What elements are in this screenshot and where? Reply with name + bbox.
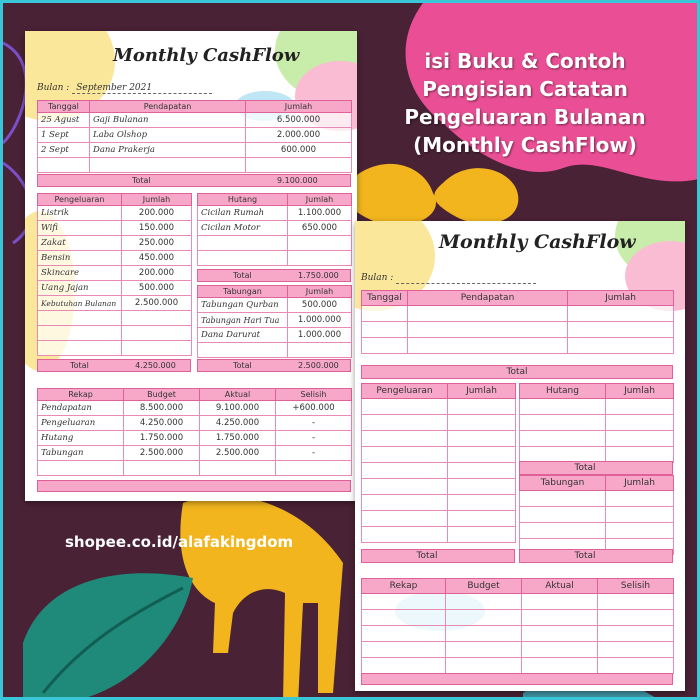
expense-name: Wifi <box>38 221 122 236</box>
table-row <box>362 594 674 610</box>
recap-category: Pendapatan <box>38 401 124 416</box>
savings-header-amount: Jumlah <box>288 286 352 298</box>
income-total-label: Total <box>131 176 151 185</box>
promo-headline <box>391 47 659 159</box>
recap-header-actual: Aktual <box>200 389 276 401</box>
expense-amount: 200.000 <box>122 206 192 221</box>
table-row <box>38 128 352 143</box>
recap-category: Pengeluaran <box>38 416 124 431</box>
debt-table <box>519 383 674 463</box>
table-row <box>520 523 674 539</box>
table-row <box>362 306 674 322</box>
recap-actual: 1.750.000 <box>200 431 276 446</box>
recap-difference: - <box>276 416 352 431</box>
table-row <box>38 326 192 341</box>
income-header-income: Pendapatan <box>90 101 246 113</box>
income-source: Gaji Bulanan <box>90 113 246 128</box>
recap-header-difference: Selisih <box>276 389 352 401</box>
recap-header-category: Rekap <box>38 389 124 401</box>
table-row <box>362 511 516 527</box>
savings-amount: 1.000.000 <box>288 313 352 328</box>
recap-category: Tabungan <box>38 446 124 461</box>
table-row <box>38 221 192 236</box>
recap-difference: - <box>276 446 352 461</box>
savings-table <box>197 285 352 358</box>
table-row <box>362 610 674 626</box>
sheet-title: Monthly CashFlow <box>113 45 300 66</box>
table-row <box>362 658 674 674</box>
expense-header-name: Pengeluaran <box>38 194 122 206</box>
table-row <box>362 479 516 495</box>
debt-name: Cicilan Motor <box>198 221 288 236</box>
expense-header-amount: Jumlah <box>122 194 192 206</box>
recap-header-actual: Aktual <box>522 579 598 594</box>
expense-name: Bensin <box>38 251 122 266</box>
income-table <box>37 100 352 173</box>
table-row <box>38 416 352 431</box>
debt-header-amount: Jumlah <box>606 384 674 399</box>
recap-budget: 4.250.000 <box>124 416 200 431</box>
month-value <box>396 273 536 284</box>
savings-name: Dana Darurat <box>198 328 288 343</box>
recap-header-difference: Selisih <box>598 579 674 594</box>
income-amount: 6.500.000 <box>246 113 352 128</box>
recap-budget: 2.500.000 <box>124 446 200 461</box>
recap-category: Hutang <box>38 431 124 446</box>
savings-amount: 1.000.000 <box>288 328 352 343</box>
table-row <box>198 221 352 236</box>
table-row <box>520 507 674 523</box>
income-header-amount: Jumlah <box>246 101 352 113</box>
table-row <box>362 626 674 642</box>
expense-name: Kebutuhan Bulanan <box>38 296 122 311</box>
yellow-splash-mid <box>434 168 518 223</box>
blank-sheet <box>355 221 685 691</box>
table-row <box>362 642 674 658</box>
yellow-drips <box>180 496 343 700</box>
expense-name: Skincare <box>38 266 122 281</box>
recap-difference: +600.000 <box>276 401 352 416</box>
table-row <box>198 298 352 313</box>
recap-table <box>361 578 674 674</box>
debt-total-bar <box>519 461 673 475</box>
recap-header-budget: Budget <box>124 389 200 401</box>
recap-header-budget: Budget <box>446 579 522 594</box>
table-row <box>198 343 352 358</box>
recap-actual: 4.250.000 <box>200 416 276 431</box>
income-table <box>361 290 674 354</box>
income-total-value: 9.100.000 <box>276 176 318 185</box>
income-date: 25 Agust <box>38 113 90 128</box>
table-row <box>198 251 352 266</box>
month-row <box>361 273 536 284</box>
expense-table <box>361 383 516 543</box>
income-total-bar <box>361 365 673 379</box>
table-row <box>38 236 192 251</box>
table-row <box>198 206 352 221</box>
expense-amount: 500.000 <box>122 281 192 296</box>
table-row <box>38 281 192 296</box>
debt-name: Cicilan Rumah <box>198 206 288 221</box>
expense-amount: 150.000 <box>122 221 192 236</box>
debt-header-name: Hutang <box>198 194 288 206</box>
income-date: 1 Sept <box>38 128 90 143</box>
recap-bottom-bar <box>361 673 673 685</box>
debt-amount: 1.100.000 <box>288 206 352 221</box>
income-amount: 600.000 <box>246 143 352 158</box>
sheet-title: Monthly CashFlow <box>439 231 636 253</box>
shop-url[interactable]: shopee.co.id/alafakingdom <box>65 533 294 551</box>
table-row <box>38 401 352 416</box>
savings-header-name: Tabungan <box>520 476 606 491</box>
table-row <box>362 527 516 543</box>
expense-total-label: Total <box>416 551 438 561</box>
income-header-date: Tanggal <box>38 101 90 113</box>
savings-total-label: Total <box>233 361 252 370</box>
income-header-date: Tanggal <box>362 291 408 306</box>
table-row <box>362 463 516 479</box>
recap-budget: 1.750.000 <box>124 431 200 446</box>
table-row <box>520 399 674 415</box>
recap-table <box>37 388 352 476</box>
table-row <box>38 461 352 476</box>
table-row <box>38 431 352 446</box>
headline-line: isi Buku & Contoh <box>424 49 626 73</box>
debt-header-amount: Jumlah <box>288 194 352 206</box>
table-row <box>362 399 516 415</box>
income-header-income: Pendapatan <box>408 291 568 306</box>
recap-budget: 8.500.000 <box>124 401 200 416</box>
expense-header-amount: Jumlah <box>448 384 516 399</box>
table-row <box>362 415 516 431</box>
savings-total-bar <box>197 359 351 372</box>
expense-name: Zakat <box>38 236 122 251</box>
savings-header-name: Tabungan <box>198 286 288 298</box>
table-row <box>38 266 192 281</box>
table-row <box>38 158 352 173</box>
table-row <box>198 328 352 343</box>
table-row <box>38 206 192 221</box>
table-row <box>362 431 516 447</box>
headline-line: Pengeluaran Bulanan <box>404 105 646 129</box>
savings-total-bar <box>519 549 673 563</box>
savings-name: Tabungan Hari Tua <box>198 313 288 328</box>
expense-total-bar <box>361 549 515 563</box>
savings-total-label: Total <box>574 551 596 561</box>
month-label: Bulan : <box>361 273 394 283</box>
recap-difference: - <box>276 431 352 446</box>
table-row <box>198 236 352 251</box>
table-row <box>38 311 192 326</box>
debt-total-label: Total <box>574 463 596 473</box>
expense-amount: 2.500.000 <box>122 296 192 311</box>
expense-total-bar <box>37 359 191 372</box>
headline-line: Pengisian Catatan <box>422 77 628 101</box>
expense-table <box>37 193 192 356</box>
recap-actual: 9.100.000 <box>200 401 276 416</box>
expense-name: Listrik <box>38 206 122 221</box>
debt-amount: 650.000 <box>288 221 352 236</box>
expense-amount: 200.000 <box>122 266 192 281</box>
recap-bottom-bar <box>37 480 351 492</box>
income-total-bar <box>37 174 351 187</box>
income-source: Dana Prakerja <box>90 143 246 158</box>
month-value: September 2021 <box>72 83 212 94</box>
table-row <box>198 313 352 328</box>
debt-total-label: Total <box>233 271 252 280</box>
yellow-splash-top <box>345 164 436 226</box>
expense-name: Uang Jajan <box>38 281 122 296</box>
table-row <box>362 322 674 338</box>
debt-total-value: 1.750.000 <box>298 271 339 280</box>
savings-amount: 500.000 <box>288 298 352 313</box>
savings-total-value: 2.500.000 <box>298 361 339 370</box>
month-row <box>37 83 212 94</box>
income-total-label: Total <box>506 367 528 377</box>
headline-line: (Monthly CashFlow) <box>413 133 637 157</box>
table-row <box>38 446 352 461</box>
table-row <box>520 491 674 507</box>
income-header-amount: Jumlah <box>568 291 674 306</box>
debt-total-bar <box>197 269 351 282</box>
leaf <box>23 573 193 700</box>
table-row <box>362 338 674 354</box>
table-row <box>38 251 192 266</box>
income-amount: 2.000.000 <box>246 128 352 143</box>
table-row <box>38 296 192 311</box>
savings-header-amount: Jumlah <box>606 476 674 491</box>
expense-header-name: Pengeluaran <box>362 384 448 399</box>
debt-table <box>197 193 352 266</box>
debt-header-name: Hutang <box>520 384 606 399</box>
example-sheet <box>25 31 357 501</box>
income-source: Laba Olshop <box>90 128 246 143</box>
expense-amount: 450.000 <box>122 251 192 266</box>
income-date: 2 Sept <box>38 143 90 158</box>
table-row <box>38 143 352 158</box>
table-row <box>362 495 516 511</box>
recap-header-category: Rekap <box>362 579 446 594</box>
expense-amount: 250.000 <box>122 236 192 251</box>
table-row <box>38 113 352 128</box>
table-row <box>38 341 192 356</box>
month-label: Bulan : <box>37 83 70 93</box>
table-row <box>362 447 516 463</box>
expense-total-value: 4.250.000 <box>135 361 176 370</box>
recap-actual: 2.500.000 <box>200 446 276 461</box>
table-row <box>520 415 674 431</box>
table-row <box>520 431 674 447</box>
savings-table <box>519 475 674 555</box>
expense-total-label: Total <box>70 361 89 370</box>
savings-name: Tabungan Qurban <box>198 298 288 313</box>
